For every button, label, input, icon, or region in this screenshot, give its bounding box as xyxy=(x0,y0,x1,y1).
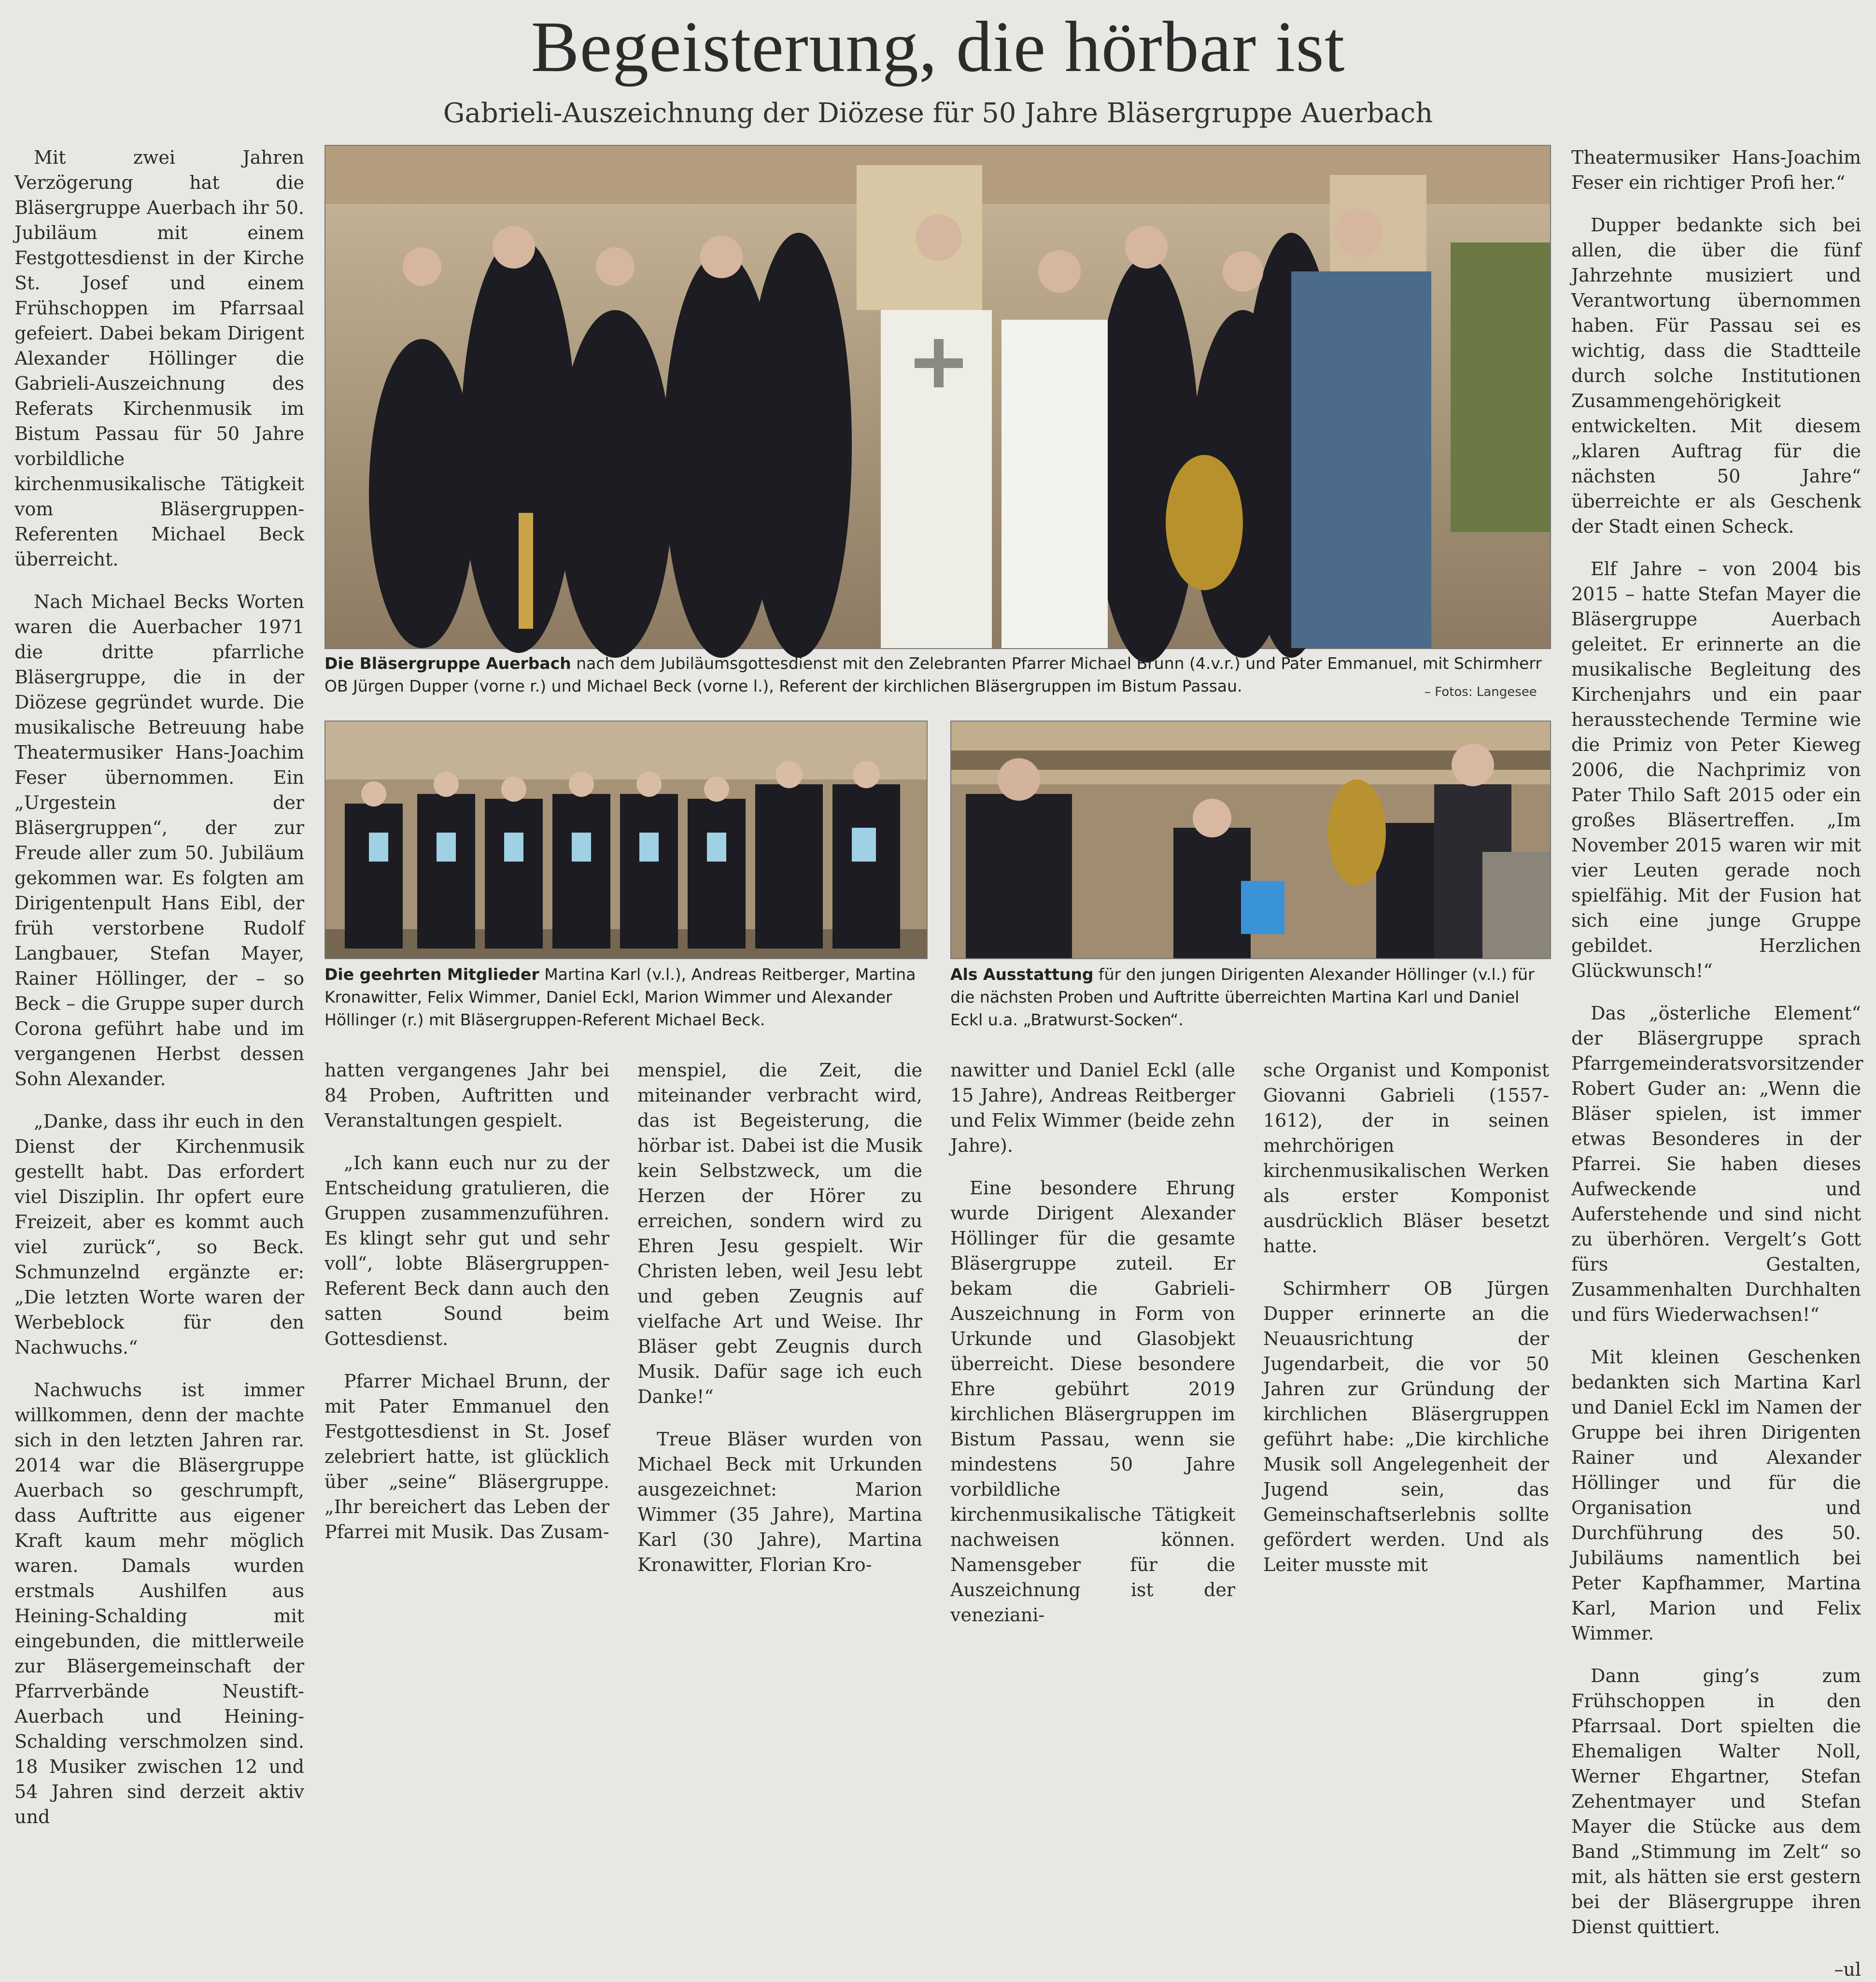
headline: Begeisterung, die hörbar ist xyxy=(531,7,1345,87)
subheadline: Gabrieli-Auszeichnung der Diözese für 50 Jahre Bläsergruppe Auerbach xyxy=(443,98,1433,129)
caption-text: nach dem Jubiläumsgottesdienst mit den Zelebranten Pfarrer Michael Brunn (4.v.r.) und Pater Emmanuel, mit Schirmherr OB Jürgen Dupper (vorne r.) und Michael Beck (vorne l.), Referent der kirchlichen Bläsergruppen im Bistum Passau. xyxy=(324,654,1542,695)
main-photo-caption xyxy=(324,652,1549,700)
paragraph: sche Organist und Komponist Giovanni Gabrieli (1557-1612), der in seinen mehrchörigen kirchenmusikalischen Werken als erster Komponist ausdrücklich Bläser besetzt hatte. xyxy=(1263,1060,1549,1257)
column-5 xyxy=(1263,1058,1549,1575)
caption-bold: Als Ausstattung xyxy=(950,965,1094,984)
paragraph: Dann ging’s zum Frühschoppen in den Pfarrsaal. Dort spielten die Ehemaligen Walter Noll, Werner Ehgartner, Stefan Zehentmayer und Stefan Mayer die Stücke aus dem Band „Stimmung im Zelt“ so mit, als hätten sie erst gestern bei der Bläsergruppe ihren Dienst quittiert. xyxy=(1571,1665,1861,1938)
gift-caption xyxy=(950,963,1549,1035)
paragraph: Schirmherr OB Jürgen Dupper erinnerte an die Neuausrichtung der Jugendarbeit, die vor 50 Jahren zur Gründung der kirchlichen Bläsergruppen geführt habe: „Die kirchliche Musik soll Angelegenheit der Jugend sein, das Gemeinschaftserlebnis sollte gefördert werden. Und als Leiter musste mit xyxy=(1263,1278,1549,1575)
paragraph: Treue Bläser wurden von Michael Beck mit Urkunden ausgezeichnet: Marion Wimmer (35 Jahre), Martina Karl (30 Jahre), Martina Kronawitter, Florian Kro- xyxy=(637,1429,922,1575)
paragraph: „Danke, dass ihr euch in den Dienst der Kirchenmusik gestellt habt. Das erfordert viel Disziplin. Ihr opfert eure Freizeit, aber es kommt auch viel zurück“, so Beck. Schmunzelnd ergänzte er: „Die letzten Worte waren der Werbeblock für den Nachwuchs.“ xyxy=(14,1111,304,1358)
group-photo-illustration xyxy=(325,146,1550,648)
gift-photo-illustration xyxy=(951,722,1550,958)
honored-members-illustration xyxy=(325,722,927,958)
paragraph: hatten vergangenes Jahr bei 84 Proben, Auftritten und Veranstaltungen gespielt. xyxy=(324,1060,609,1131)
paragraph: Nachwuchs ist immer willkommen, denn der machte sich in den letzten Jahren rar. 2014 war die Bläsergruppe Auerbach so geschrumpft, dass Auftritte aus eigener Kraft kaum mehr möglich waren. Damals wurden erstmals Aushilfen aus Heining-Schalding mit eingebunden, die mittlerweile zur Bläsergemeinschaft der Pfarrverbände Neustift-Auerbach und Heining-Schalding verschmolzen sind. 18 Musiker zwischen 12 und 54 Jahren sind derzeit aktiv und xyxy=(14,1379,304,1827)
column-1 xyxy=(14,145,304,1827)
caption-bold: Die geehrten Mitglieder xyxy=(324,965,539,984)
paragraph: Mit zwei Jahren Verzögerung hat die Bläsergruppe Auerbach ihr 50. Jubiläum mit einem Festgottesdienst in der Kirche St. Josef und einem Frühschoppen im Pfarrsaal gefeiert. Dabei bekam Dirigent Alexander Höllinger die Gabrieli-Auszeichnung des Referats Kirchenmusik im Bistum Passau für 50 Jahre vorbildliche kirchenmusikalische Tätigkeit vom Bläsergruppen-Referenten Michael Beck überreicht. xyxy=(14,147,304,570)
caption-bold: Die Bläsergruppe Auerbach xyxy=(324,654,571,673)
paragraph: nawitter und Daniel Eckl (alle 15 Jahre), Andreas Reitberger und Felix Wimmer (beide zehn Jahre). xyxy=(950,1060,1235,1156)
paragraph: „Ich kann euch nur zu der Entscheidung gratulieren, die Gruppen zusammenzuführen. Es klingt sehr gut und sehr voll“, lobte Bläsergruppen-Referent Beck dann auch den satten Sound beim Gottesdienst. xyxy=(324,1152,609,1349)
column-4 xyxy=(950,1058,1235,1626)
paragraph: Elf Jahre – von 2004 bis 2015 – hatte Stefan Mayer die Bläsergruppe Auerbach geleitet. Er erinnerte an die musikalische Begleitung des Kirchenjahrs und ein paar herausstechende Termine wie die Primiz von Peter Kieweg 2006, die Nachprimiz von Pater Thilo Saft 2015 oder ein großes Bläsertreffen. „Im November 2015 waren wir mit vier Leuten gerade noch spielfähig. Mit der Fusion hat sich eine junge Gruppe gebildet. Herzlichen Glückwunsch!“ xyxy=(1571,558,1861,981)
group-photo xyxy=(324,145,1551,649)
caption-text: Martina Karl (v.l.), Andreas Reitberger, Martina Kronawitter, Felix Wimmer, Daniel Eckl, Marion Wimmer und Alexander Höllinger (r.) mit Bläsergruppen-Referent Michael Beck. xyxy=(324,965,916,1029)
paragraph: Pfarrer Michael Brunn, der mit Pater Emmanuel den Festgottesdienst in St. Josef zelebriert hatte, ist glücklich über „seine“ Bläsergruppe. „Ihr bereichert das Leben der Pfarrei mit Musik. Das Zusam- xyxy=(324,1371,609,1543)
paragraph: menspiel, die Zeit, die miteinander verbracht wird, das ist Begeisterung, die hörbar ist. Dabei ist die Musik kein Selbstzweck, um die Herzen der Hörer zu erreichen, sondern wird zu Ehren Jesu gespielt. Wir Christen leben, weil Jesu lebt und geben Zeugnis auf vielfache Art und Weise. Ihr Bläser gebt Zeugnis durch Musik. Dafür sage ich euch Danke!“ xyxy=(637,1060,922,1407)
caption-text: für den jungen Dirigenten Alexander Höllinger (v.l.) für die nächsten Proben und Auftritte überreichten Martina Karl und Daniel Eckl u.a. „Bratwurst-Socken“. xyxy=(950,965,1535,1029)
column-2 xyxy=(324,1058,609,1543)
gift-photo xyxy=(950,721,1551,959)
paragraph: Nach Michael Becks Worten waren die Auerbacher 1971 die dritte pfarrliche Bläsergruppe, die in der Diözese gegründet wurde. Die musikalische Betreuung habe Theatermusiker Hans-Joachim Feser übernommen. Ein „Urgestein der Bläsergruppen“, der zur Freude aller zum 50. Jubiläum gekommen war. Es folgten am Dirigentenpult Hans Eibl, der früh verstorbene Rudolf Langbauer, Stefan Mayer, Rainer Höllinger, der – so Beck – die Gruppe super durch Corona geführt habe und im vergangenen Herbst dessen Sohn Alexander. xyxy=(14,591,304,1090)
honored-members-photo xyxy=(324,721,928,959)
paragraph: Dupper bedankte sich bei allen, die über die fünf Jahrzehnte musiziert und Verantwortung übernommen haben. Für Passau sei es wichtig, dass die Stadtteile durch solche Institutionen Zusammengehörigkeit entwickelten. Mit diesem „klaren Auftrag für die nächsten 50 Jahre“ überreichte er als Geschenk der Stadt einen Scheck. xyxy=(1571,214,1861,537)
paragraph: Theatermusiker Hans-Joachim Feser ein richtiger Profi her.“ xyxy=(1571,147,1861,193)
author-signature: –ul xyxy=(1834,1959,1861,1980)
photo-credit: – Fotos: Langesee xyxy=(1425,685,1537,699)
column-6 xyxy=(1571,145,1863,1980)
paragraph: Das „österliche Element“ der Bläsergruppe sprach Pfarrgemeinderatsvorsitzender Robert Guder an: „Wenn die Bläser spielen, ist immer etwas Besonderes in der Pfarrei. Sie haben dieses Aufweckende und Auferstehende und sind nicht zu überhören. Vergelt’s Gott fürs Gestalten, Zusammenhalten Durchhalten und fürs Wiederwachsen!“ xyxy=(1571,1003,1863,1325)
paragraph: Eine besondere Ehrung wurde Dirigent Alexander Höllinger für die gesamte Bläsergruppe zuteil. Er bekam die Gabrieli-Auszeichnung in Form von Urkunde und Glasobjekt überreicht. Diese besondere Ehre gebührt 2019 kirchlichen Bläsergruppen im Bistum Passau, wenn sie mindestens 50 Jahre vorbildliche kirchenmusikalische Tätigkeit nachweisen können. Namensgeber für die Auszeichnung ist der veneziani- xyxy=(950,1177,1235,1626)
honored-members-caption xyxy=(324,963,926,1035)
column-3 xyxy=(637,1058,922,1575)
paragraph: Mit kleinen Geschenken bedankten sich Martina Karl und Daniel Eckl im Namen der Gruppe bei ihren Dirigenten Rainer und Alexander Höllinger und für die Organisation und Durchführung des 50. Jubiläums namentlich bei Peter Kapfhammer, Martina Karl, Marion und Felix Wimmer. xyxy=(1571,1346,1861,1644)
